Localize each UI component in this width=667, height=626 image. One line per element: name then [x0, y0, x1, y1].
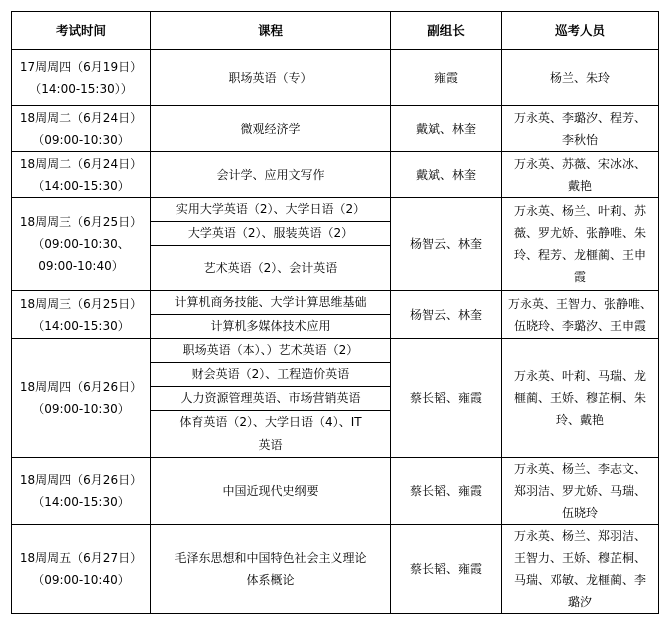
inspectors-cell — [502, 152, 659, 198]
text-line: （14:00-15:30） — [32, 495, 130, 509]
vice-leader-cell: 蔡长韬、雍霞 — [391, 525, 502, 614]
exam-time-cell — [12, 152, 151, 198]
inspectors-cell — [502, 291, 659, 339]
text-line: 18周周二（6月24日） — [19, 110, 143, 125]
text-line: 霞 — [573, 270, 586, 284]
course-name: 艺术英语（2）、会计英语 — [203, 260, 338, 275]
text-line: 薇、罗尤娇、张静唯、朱 — [513, 226, 646, 240]
text-line: 玲、程芳、龙榧蔺、王申 — [513, 248, 646, 262]
vice-leader-cell: 戴斌、林奎 — [391, 106, 502, 152]
exam-time-cell — [12, 291, 151, 339]
text-line: （09:00-10:40） — [32, 573, 130, 587]
text-line: 18周周五（6月27日） — [19, 551, 143, 565]
exam-schedule-table — [11, 11, 659, 614]
course-cell — [151, 387, 391, 411]
table-row — [12, 50, 659, 106]
table-row — [12, 152, 659, 198]
exam-time-cell — [12, 525, 151, 614]
text-line: 万永英、李璐汐、程芳、 — [513, 110, 646, 125]
vice-leader-cell: 杨智云、林奎 — [391, 291, 502, 339]
course-name: 毛泽东思想和中国特色社会主义理论 — [174, 551, 367, 565]
course-cell — [151, 198, 391, 222]
text-line: （09:00-10:30） — [32, 132, 130, 147]
course-cell — [151, 525, 391, 614]
schedule-body — [12, 50, 659, 614]
text-line: （09:00-10:30、 — [32, 237, 130, 251]
text-line: 李秋怡 — [561, 132, 598, 147]
course-cell — [151, 246, 391, 291]
exam-time-cell — [12, 106, 151, 152]
text-line: 18周周二（6月24日） — [19, 156, 143, 171]
course-name: 英语 — [258, 438, 283, 452]
text-line: 万永英、王智力、张静唯、 — [507, 296, 652, 311]
table-row — [12, 525, 659, 614]
header-course: 课程 — [151, 12, 391, 50]
vice-leader-cell: 戴斌、林奎 — [391, 152, 502, 198]
table-row — [12, 458, 659, 525]
text-line: 18周周四（6月26日） — [19, 473, 143, 487]
course-cell — [151, 339, 391, 363]
vice-leader-cell: 雍霞 — [391, 50, 502, 106]
text-line: 18周周四（6月26日） — [19, 380, 143, 394]
text-line: 郑羽洁、罗尤娇、马瑞、 — [513, 484, 646, 498]
course-name: 体育英语（2）、大学日语（4）、IT — [179, 415, 362, 429]
text-line: 璐汐 — [567, 595, 592, 609]
course-cell — [151, 315, 391, 339]
header-row — [12, 12, 659, 50]
course-name: 计算机多媒体技术应用 — [210, 319, 331, 333]
inspectors-cell — [502, 458, 659, 525]
text-line: 万永英、叶莉、马瑞、龙 — [513, 369, 646, 383]
text-line: 万永英、杨兰、郑羽洁、 — [513, 529, 646, 543]
course-name: 人力资源管理英语、市场营销英语 — [180, 391, 361, 405]
course-cell — [151, 363, 391, 387]
inspectors-cell — [502, 339, 659, 458]
course-name: 计算机商务技能、大学计算思维基础 — [174, 295, 367, 309]
inspectors-cell — [502, 50, 659, 106]
header-inspectors: 巡考人员 — [502, 12, 659, 50]
header-exam-time: 考试时间 — [12, 12, 151, 50]
inspectors-cell — [502, 106, 659, 152]
vice-leader-cell: 蔡长韬、雍霞 — [391, 458, 502, 525]
text-line: 玲、戴艳 — [555, 413, 604, 427]
course-name: 财会英语（2）、工程造价英语 — [191, 367, 350, 381]
text-line: （14:00-15:30） — [32, 178, 130, 193]
table-row — [12, 198, 659, 222]
text-line: 马瑞、邓敏、龙榧蔺、李 — [513, 573, 646, 587]
text-line: （09:00-10:30） — [32, 402, 130, 416]
course-cell — [151, 50, 391, 106]
header-vice-leader: 副组长 — [391, 12, 502, 50]
exam-time-cell — [12, 339, 151, 458]
text-line: 18周周三（6月25日） — [19, 215, 143, 229]
course-name: 体系概论 — [246, 573, 295, 587]
text-line: （14:00-15:30）） — [29, 81, 133, 96]
text-line: 杨兰、朱玲 — [549, 70, 610, 85]
course-name: 会计学、应用文写作 — [216, 167, 325, 182]
course-name: 职场英语（本）、）艺术英语（2） — [182, 343, 359, 357]
course-cell — [151, 222, 391, 246]
course-name: 实用大学英语（2）、大学日语（2） — [175, 202, 366, 216]
course-cell — [151, 291, 391, 315]
course-name: 大学英语（2）、服装英语（2） — [187, 226, 354, 240]
text-line: 戴艳 — [567, 178, 592, 193]
text-line: 18周周三（6月25日） — [19, 296, 143, 311]
exam-time-cell — [12, 50, 151, 106]
vice-leader-cell: 蔡长韬、雍霞 — [391, 339, 502, 458]
course-cell — [151, 152, 391, 198]
course-name: 微观经济学 — [240, 121, 301, 136]
text-line: （14:00-15:30） — [32, 318, 130, 333]
text-line: 万永英、杨兰、李志文、 — [513, 462, 646, 476]
vice-leader-cell: 杨智云、林奎 — [391, 198, 502, 291]
text-line: 17周周四（6月19日） — [19, 59, 143, 74]
text-line: 榧蔺、王娇、穆芷桐、朱 — [513, 391, 646, 405]
text-line: 万永英、杨兰、叶莉、苏 — [513, 204, 646, 218]
text-line: 王智力、王娇、穆芷桐、 — [513, 551, 646, 565]
table-row — [12, 291, 659, 315]
course-cell — [151, 411, 391, 458]
course-cell — [151, 458, 391, 525]
text-line: 万永英、苏薇、宋冰冰、 — [513, 156, 646, 171]
course-cell — [151, 106, 391, 152]
text-line: 伍晓玲、李璐汐、王申霞 — [513, 318, 646, 333]
text-line: 09:00-10:40） — [38, 259, 124, 273]
inspectors-cell — [502, 525, 659, 614]
course-name: 职场英语（专） — [228, 70, 313, 85]
exam-time-cell — [12, 458, 151, 525]
exam-time-cell — [12, 198, 151, 291]
table-row — [12, 339, 659, 363]
table-row — [12, 106, 659, 152]
inspectors-cell — [502, 198, 659, 291]
text-line: 伍晓玲 — [561, 506, 598, 520]
course-name: 中国近现代史纲要 — [222, 484, 319, 498]
